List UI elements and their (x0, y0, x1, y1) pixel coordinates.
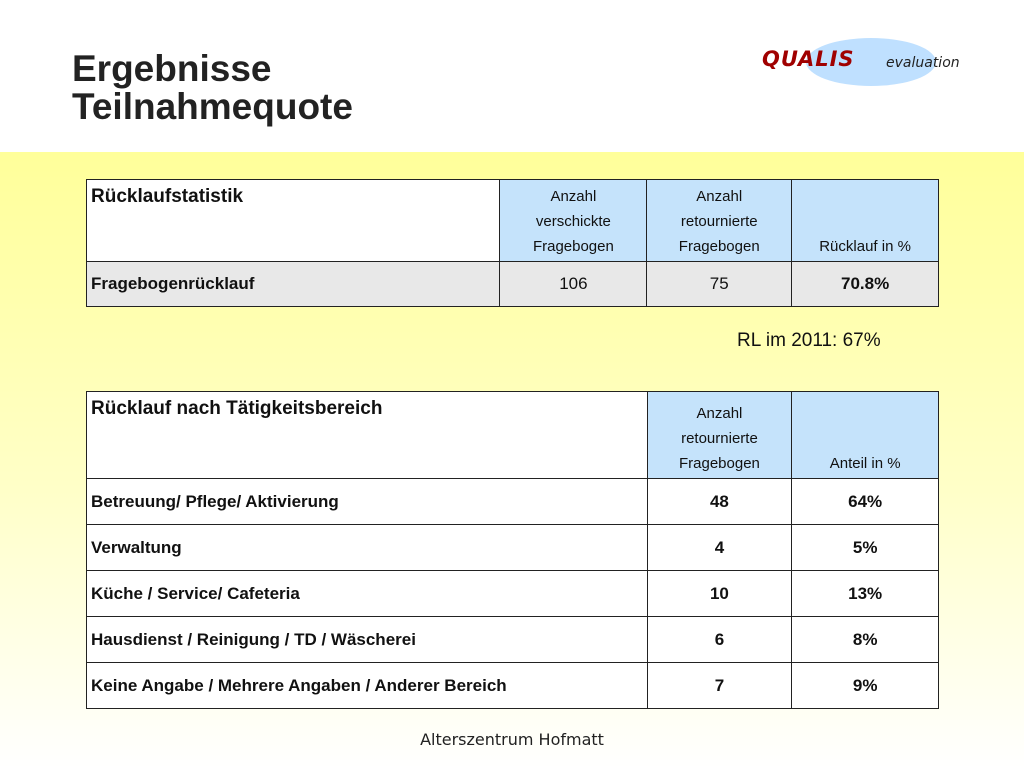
cell-count: 10 (647, 571, 792, 617)
previous-year-note: RL im 2011: 67% (737, 330, 881, 351)
table-row (87, 571, 939, 617)
cell-share: 8% (792, 617, 939, 663)
cell-share: 5% (792, 525, 939, 571)
table-row (87, 617, 939, 663)
return-statistics-table (86, 179, 939, 307)
table-row (87, 262, 939, 307)
table-row (87, 525, 939, 571)
cell-share: 64% (792, 479, 939, 525)
cell-share: 13% (792, 571, 939, 617)
table-header-row (87, 392, 939, 479)
table-title: Rücklauf nach Tätigkeitsbereich (87, 392, 648, 479)
row-label: Fragebogenrücklauf (87, 262, 500, 307)
cell-sent: 106 (500, 262, 647, 307)
row-label: Hausdienst / Reinigung / TD / Wäscherei (87, 617, 648, 663)
row-label: Keine Angabe / Mehrere Angaben / Anderer Bereich (87, 663, 648, 709)
column-header-sent: Anzahl verschickte Fragebogen (500, 180, 647, 262)
cell-count: 7 (647, 663, 792, 709)
title-line-1: Ergebnisse (72, 48, 272, 89)
slide-title (72, 50, 353, 126)
cell-count: 48 (647, 479, 792, 525)
cell-count: 6 (647, 617, 792, 663)
cell-share: 9% (792, 663, 939, 709)
cell-count: 4 (647, 525, 792, 571)
column-header-rate: Rücklauf in % (792, 180, 939, 262)
column-header-returned: Anzahl retournierte Fragebogen (647, 180, 792, 262)
row-label: Verwaltung (87, 525, 648, 571)
column-header-returned: Anzahl retournierte Fragebogen (647, 392, 792, 479)
row-label: Betreuung/ Pflege/ Aktivierung (87, 479, 648, 525)
table-header-row (87, 180, 939, 262)
table-row (87, 479, 939, 525)
table-row (87, 663, 939, 709)
title-line-2: Teilnahmequote (72, 86, 353, 127)
logo-brand: QUALIS (762, 47, 855, 71)
footer-institution: Alterszentrum Hofmatt (420, 730, 604, 749)
cell-rate: 70.8% (792, 262, 939, 307)
logo-suffix: evaluation (886, 55, 960, 71)
column-header-share: Anteil in % (792, 392, 939, 479)
return-by-department-table (86, 391, 939, 709)
qualis-logo (756, 36, 986, 88)
table-title: Rücklaufstatistik (87, 180, 500, 262)
row-label: Küche / Service/ Cafeteria (87, 571, 648, 617)
cell-returned: 75 (647, 262, 792, 307)
